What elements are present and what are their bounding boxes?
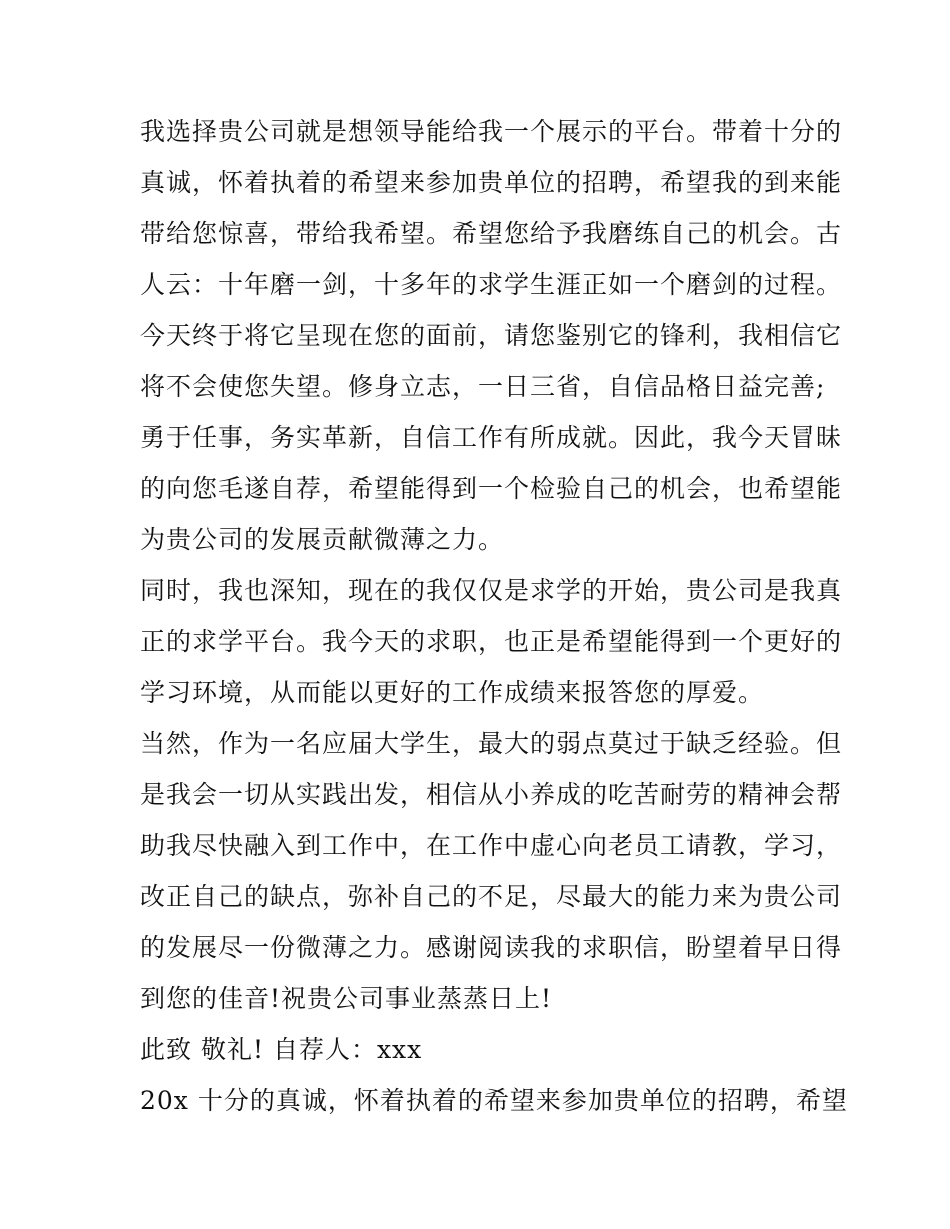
text-line-11: 正的求学平台。我今天的求职，也正是希望能得到一个更好的 (140, 627, 843, 656)
text-line-6: 将不会使您失望。修身立志，一日三省，自信品格日益完善; (140, 372, 826, 401)
text-line-5: 今天终于将它呈现在您的面前，请您鉴别它的锋利，我相信它 (140, 321, 843, 350)
text-line-20: 20x 十分的真诚，怀着执着的希望来参加贵单位的招聘，希望 (140, 1086, 848, 1115)
text-line-2: 真诚，怀着执着的希望来参加贵单位的招聘，希望我的到来能 (140, 168, 843, 197)
text-line-4: 人云：十年磨一剑，十多年的求学生涯正如一个磨剑的过程。 (140, 270, 843, 299)
text-line-13: 当然，作为一名应届大学生，最大的弱点莫过于缺乏经验。但 (140, 729, 843, 758)
text-line-8: 的向您毛遂自荐，希望能得到一个检验自己的机会，也希望能 (140, 474, 843, 503)
text-line-12: 学习环境，从而能以更好的工作成绩来报答您的厚爱。 (140, 678, 765, 707)
text-line-1: 我选择贵公司就是想领导能给我一个展示的平台。带着十分的 (140, 117, 843, 146)
text-line-10: 同时，我也深知，现在的我仅仅是求学的开始，贵公司是我真 (140, 576, 843, 605)
text-line-14: 是我会一切从实践出发，相信从小养成的吃苦耐劳的精神会帮 (140, 780, 843, 809)
text-line-18: 到您的佳音!祝贵公司事业蒸蒸日上! (140, 984, 553, 1013)
text-line-15: 助我尽快融入到工作中，在工作中虚心向老员工请教，学习， (140, 831, 843, 860)
text-line-16: 改正自己的缺点，弥补自己的不足，尽最大的能力来为贵公司 (140, 882, 843, 911)
text-line-7: 勇于任事，务实革新，自信工作有所成就。因此，我今天冒昧 (140, 423, 843, 452)
text-line-17: 的发展尽一份微薄之力。感谢阅读我的求职信，盼望着早日得 (140, 933, 843, 962)
letter-body (140, 106, 848, 1126)
text-line-9: 为贵公司的发展贡献微薄之力。 (140, 525, 505, 554)
text-line-3: 带给您惊喜，带给我希望。希望您给予我磨练自己的机会。古 (140, 219, 843, 248)
text-line-19: 此致 敬礼! 自荐人：xxx (140, 1035, 423, 1064)
